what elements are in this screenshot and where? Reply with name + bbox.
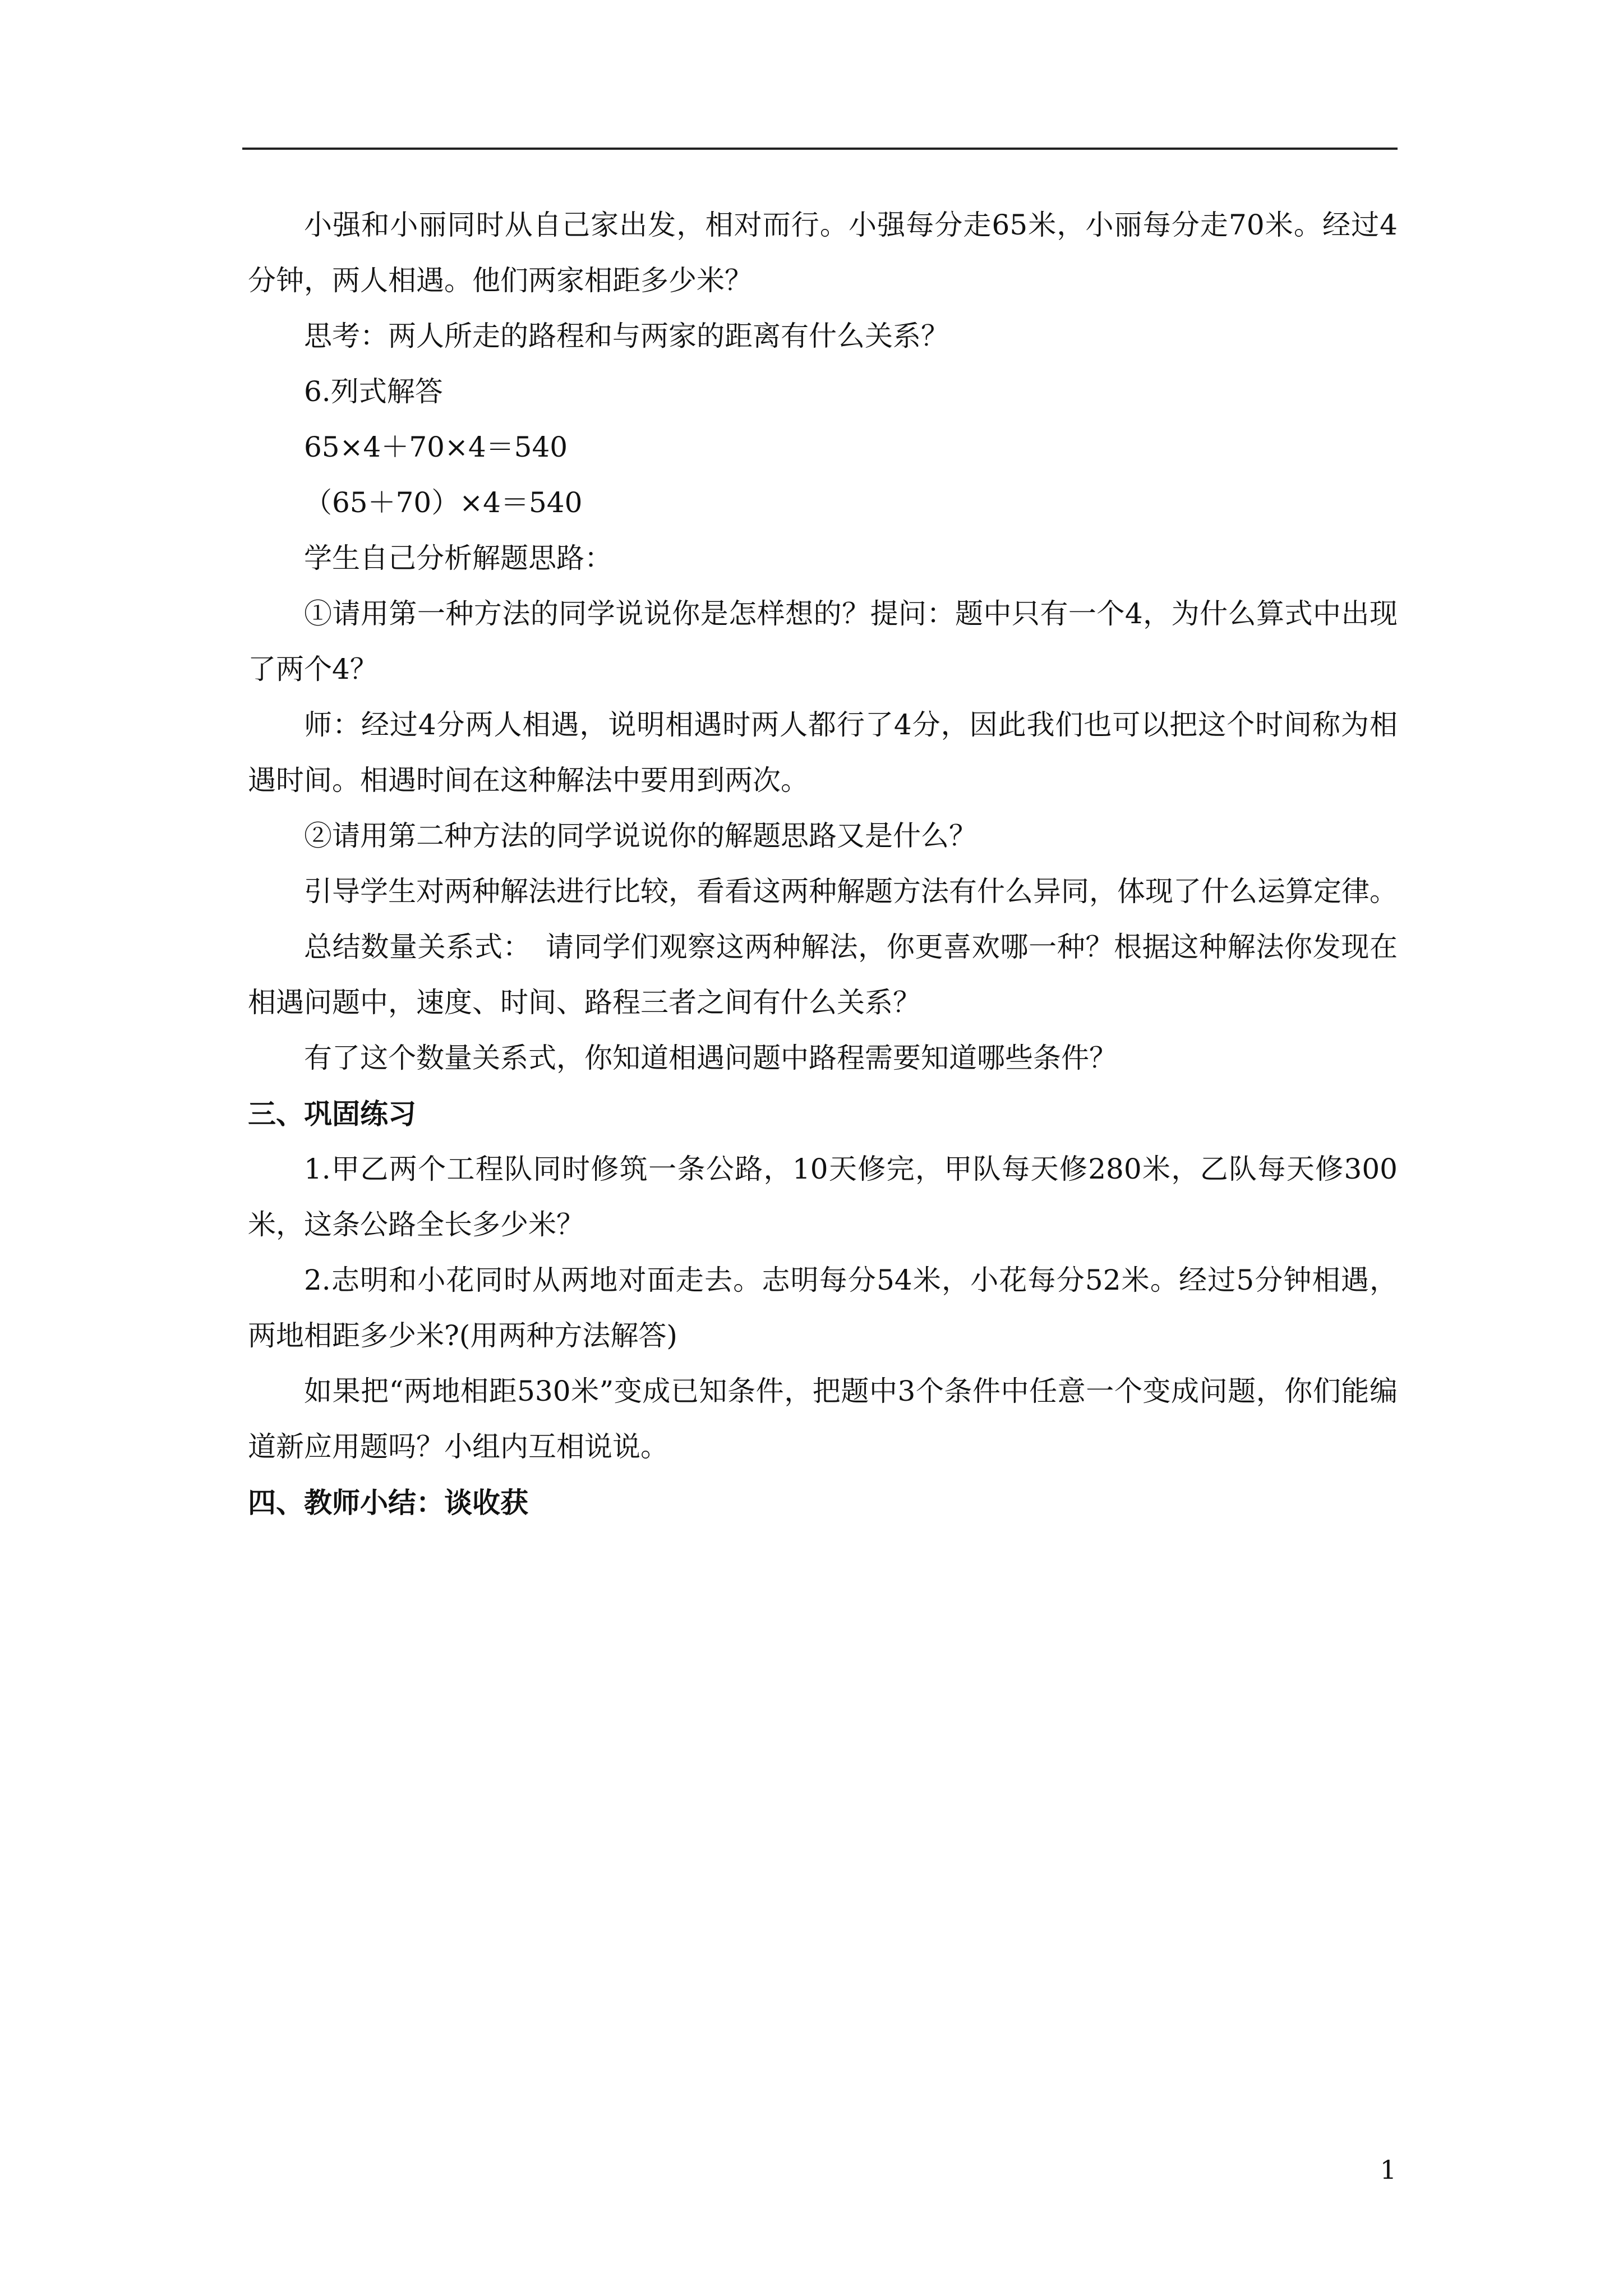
exercise-extension: 如果把“两地相距530米”变成已知条件，把题中3个条件中任意一个变成问题，你们能编道新应用题吗？小组内互相说说。: [248, 1375, 1398, 1463]
paragraph-question-2: ②请用第二种方法的同学说说你的解题思路又是什么？: [304, 820, 977, 852]
section-heading-summary: 四、教师小结：谈收获: [248, 1486, 528, 1519]
equation-method-2: （65＋70）×4＝540: [304, 486, 583, 519]
paragraph-teacher-note: 师：经过4分两人相遇，说明相遇时两人都行了4分，因此我们也可以把这个时间称为相遇时间。相遇时间在这种解法中要用到两次。: [248, 708, 1398, 797]
paragraph-question-1: ①请用第一种方法的同学说说你是怎样想的？提问：题中只有一个4，为什么算式中出现了两个4？: [248, 597, 1398, 685]
exercise-2: 2.志明和小花同时从两地对面走去。志明每分54米，小花每分52米。经过5分钟相遇，两地相距多少米?(用两种方法解答): [248, 1264, 1398, 1352]
paragraph-conditions: 有了这个数量关系式，你知道相遇问题中路程需要知道哪些条件？: [304, 1042, 1117, 1074]
paragraph-think: 思考：两人所走的路程和与两家的距离有什么关系？: [304, 320, 949, 352]
section-heading-practice: 三、巩固练习: [248, 1097, 416, 1130]
paragraph-problem-statement: 小强和小丽同时从自己家出发，相对而行。小强每分走65米，小丽每分走70米。经过4分钟，两人相遇。他们两家相距多少米？: [248, 209, 1398, 297]
equation-method-1: 65×4＋70×4＝540: [304, 431, 568, 463]
paragraph-step-6: 6.列式解答: [304, 375, 443, 408]
paragraph-compare: 引导学生对两种解法进行比较，看看这两种解题方法有什么异同，体现了什么运算定律。: [304, 875, 1398, 908]
paragraph-summary-relation: 总结数量关系式： 请同学们观察这两种解法，你更喜欢哪一种？根据这种解法你发现在相遇问题中，速度、时间、路程三者之间有什么关系？: [248, 931, 1398, 1019]
exercise-1: 1.甲乙两个工程队同时修筑一条公路，10天修完，甲队每天修280米，乙队每天修300米，这条公路全长多少米？: [248, 1153, 1398, 1241]
document-body: [248, 197, 1398, 1530]
header-rule: [242, 148, 1398, 150]
page-number: 1: [1380, 2155, 1396, 2185]
paragraph-student-analysis: 学生自己分析解题思路：: [304, 542, 612, 574]
